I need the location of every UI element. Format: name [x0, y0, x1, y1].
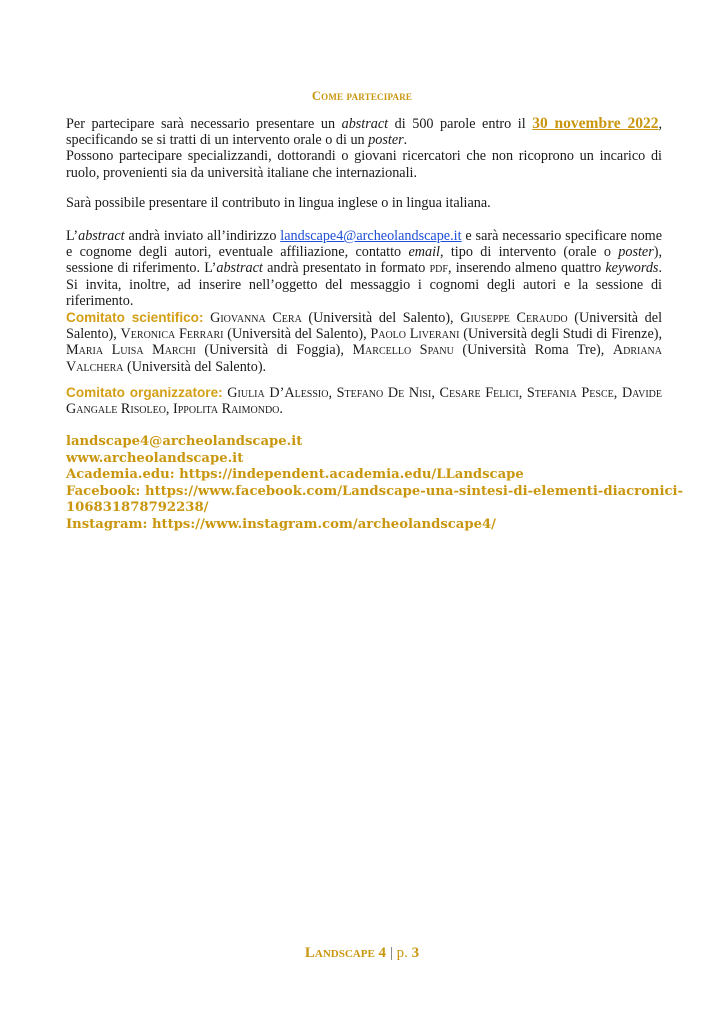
text: email [408, 244, 440, 261]
member-name: Maria Luisa Marchi [66, 342, 196, 359]
organizing-committee [66, 385, 662, 417]
scientific-committee [66, 310, 662, 375]
committee-label: Comitato scientifico: [66, 310, 204, 325]
separator: , [518, 385, 527, 401]
footer-brand: Landscape 4 [304, 945, 387, 961]
text: . [403, 132, 408, 149]
text: di 500 parole entro il [388, 116, 533, 132]
facebook-link[interactable]: Facebook: https://www.facebook.com/Landscape-una-sintesi-di-elementi-diacronici- [66, 483, 684, 499]
page-prefix: p. [396, 945, 412, 961]
text: andrà inviato all’indirizzo [124, 228, 281, 244]
text: poster [368, 132, 404, 149]
paragraph-language: Sarà possibile presentare il contributo in lingua inglese o in lingua italiana. [66, 195, 491, 211]
affiliation: (Università del Salento), [301, 310, 461, 326]
text: ), sessione di riferimento. L’ [66, 244, 662, 277]
member-name: Davide Gangale Risoleo [66, 385, 662, 418]
separator: , [613, 385, 622, 401]
member-name: Adriana Valchera [66, 342, 662, 375]
member-name: Cesare Felici [439, 385, 519, 401]
text: . Si invita, inoltre, ad inserire nell’oggetto del messaggio i cognomi degli autori e la sessione di riferimento. [66, 260, 662, 309]
member-name: Giuseppe Ceraudo [460, 310, 568, 326]
committee-label: Comitato organizzatore: [66, 385, 223, 400]
page-footer [0, 945, 724, 962]
separator: . [279, 401, 283, 418]
separator: , [431, 385, 440, 401]
email-contact-link[interactable]: landscape4@archeolandscape.it [66, 434, 303, 449]
text: abstract [78, 228, 125, 244]
text: abstract [216, 260, 263, 277]
text: poster [618, 244, 654, 261]
member-name: Paolo Liverani [370, 326, 460, 343]
affiliation: (Università del Salento), [223, 326, 371, 343]
section-heading: Come partecipare [311, 89, 413, 103]
text: e sarà necessario specificare nome e cognome degli autori, eventuale affiliazione, contatto [66, 228, 662, 261]
text: L’ [66, 228, 79, 244]
affiliation: (Università di Foggia), [195, 342, 353, 359]
text: keywords [605, 260, 659, 277]
affiliation: (Università Roma Tre), [453, 342, 613, 359]
text: specificando se si tratti di un intervento orale o di un [66, 132, 369, 149]
contact-links [66, 434, 684, 534]
instagram-link[interactable]: Instagram: https://www.instagram.com/archeolandscape4/ [66, 516, 496, 532]
text: pdf [429, 260, 448, 277]
page-number: 3 [411, 945, 420, 961]
member-name: Ippolita Raimondo [173, 401, 280, 418]
paragraph-intro [66, 116, 662, 181]
facebook-link-continued[interactable]: 106831878792238/ [66, 500, 209, 516]
paragraph-eligibility: Possono partecipare specializzandi, dottorandi o giovani ricercatori che non ricoprono un incarico di ruolo, provenienti sia da università italiane che internazionali. [66, 148, 662, 181]
affiliation: (Università del Salento), [66, 310, 663, 343]
member-name: Veronica Ferrari [120, 326, 224, 343]
footer-separator: | [386, 945, 397, 961]
paragraph-submission [66, 228, 662, 309]
separator: , [165, 401, 174, 418]
text: abstract [341, 116, 389, 132]
academia-link[interactable]: Academia.edu: https://independent.academia.edu/LLandscape [66, 467, 524, 483]
text: Per partecipare sarà necessario presentare un [66, 116, 342, 132]
deadline-date: 30 novembre 2022 [532, 115, 659, 132]
text: andrà presentato in formato [262, 260, 430, 277]
text: , [658, 116, 662, 132]
website-link[interactable]: www.archeolandscape.it [66, 450, 244, 466]
member-name: Giovanna Cera [210, 310, 302, 326]
separator: , [328, 385, 337, 401]
email-link[interactable]: landscape4@archeolandscape.it [280, 228, 462, 244]
member-name: Giulia D’Alessio [227, 385, 329, 401]
member-name: Marcello Spanu [352, 342, 454, 359]
affiliation: (Università degli Studi di Firenze), [459, 326, 663, 343]
text: , tipo di intervento (orale o [440, 244, 619, 261]
member-name: Stefano De Nisi [336, 385, 432, 401]
text: , inserendo almeno quattro [447, 260, 606, 277]
member-name: Stefania Pesce [526, 385, 614, 401]
affiliation: (Università del Salento). [123, 358, 267, 375]
